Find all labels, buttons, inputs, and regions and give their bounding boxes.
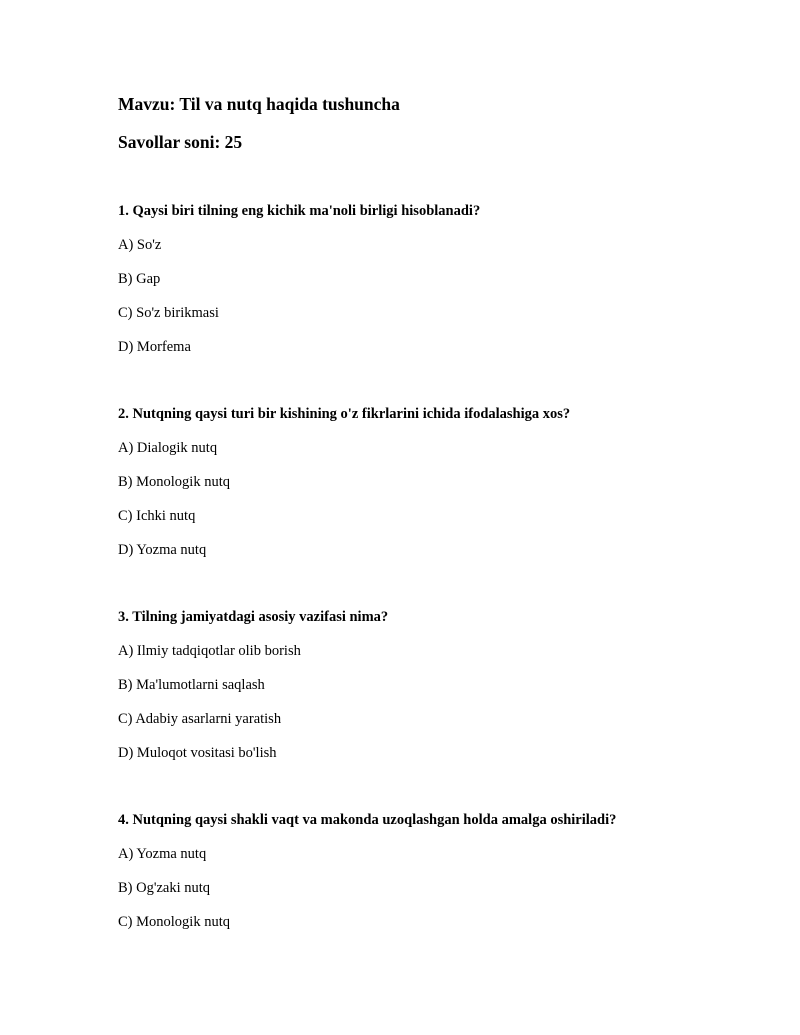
question-4-option-a: A) Yozma nutq <box>118 846 207 862</box>
question-3-option-b: B) Ma'lumotlarni saqlash <box>118 677 265 693</box>
question-2-option-c: C) Ichki nutq <box>118 508 196 524</box>
topic-heading: Mavzu: Til va nutq haqida tushuncha <box>118 94 400 114</box>
question-3-text: 3. Tilning jamiyatdagi asosiy vazifasi nima? <box>118 609 389 625</box>
question-1-option-c: C) So'z birikmasi <box>118 305 219 321</box>
question-3-option-d: D) Muloqot vositasi bo'lish <box>118 745 277 761</box>
question-2-text: 2. Nutqning qaysi turi bir kishining o'z fikrlarini ichida ifodalashiga xos? <box>118 406 571 422</box>
question-2-option-d: D) Yozma nutq <box>118 542 207 558</box>
question-4-option-b: B) Og'zaki nutq <box>118 880 211 896</box>
question-1-text: 1. Qaysi biri tilning eng kichik ma'noli birligi hisoblanadi? <box>118 203 481 219</box>
question-4-option-c: C) Monologik nutq <box>118 914 230 930</box>
question-2-option-b: B) Monologik nutq <box>118 474 230 490</box>
question-1-option-a: A) So'z <box>118 237 162 253</box>
question-3-option-a: A) Ilmiy tadqiqotlar olib borish <box>118 643 301 659</box>
question-1-option-b: B) Gap <box>118 271 161 287</box>
question-4-text: 4. Nutqning qaysi shakli vaqt va makonda uzoqlashgan holda amalga oshiriladi? <box>118 812 617 828</box>
question-1-option-d: D) Morfema <box>118 339 191 355</box>
question-count-heading: Savollar soni: 25 <box>118 132 243 152</box>
question-3-option-c: C) Adabiy asarlarni yaratish <box>118 711 282 727</box>
question-2-option-a: A) Dialogik nutq <box>118 440 218 456</box>
